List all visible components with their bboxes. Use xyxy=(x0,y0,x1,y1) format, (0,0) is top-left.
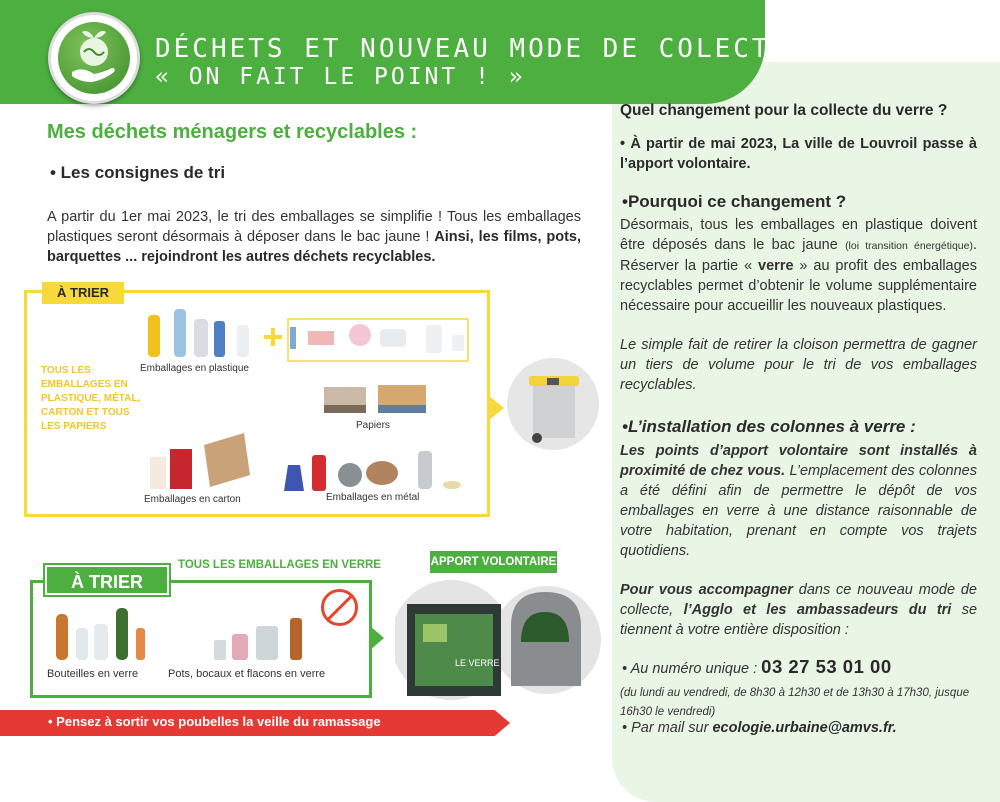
label-plastique: Emballages en plastique xyxy=(140,363,249,374)
accompagner-bold: Pour vous accompagner xyxy=(620,582,793,598)
label-papiers: Papiers xyxy=(356,420,390,431)
cloison-paragraph: Le simple fait de retirer la cloison permettra de gagner un tiers de volume pour le tri de vos emballages recyclables. xyxy=(620,337,977,393)
verre-heading: TOUS LES EMBALLAGES EN VERRE xyxy=(178,559,381,571)
agglo-bold: l’Agglo et les ambassadeurs du tri xyxy=(683,602,952,618)
label-carton: Emballages en carton xyxy=(144,494,241,505)
installation-bold: Les points d’apport volontaire sont installés à proximité de chez vous. xyxy=(620,443,977,479)
accompagner-end: se tiennent à votre entière disposition : xyxy=(620,602,978,638)
section-heading: Mes déchets ménagers et recyclables : xyxy=(47,121,418,143)
verre-word: verre xyxy=(758,258,794,274)
a-trier-tag: À TRIER xyxy=(42,282,124,304)
pourquoi-text-b: . Réserver la partie « xyxy=(620,237,977,274)
opening-hours: (du lundi au vendredi, de 8h30 à 12h30 et de 13h30 à 17h30, jusque 16h30 le vendredi) xyxy=(620,687,970,718)
reminder-text: • Pensez à sortir vos poubelles la veille du ramassage xyxy=(48,714,381,729)
arrow-right-icon xyxy=(370,626,384,650)
mail-prefix: • Par mail sur xyxy=(622,720,713,736)
accompagner-text: dans ce nouveau mode de collecte, xyxy=(620,582,977,618)
mail-line xyxy=(622,720,897,736)
arrow-right-icon xyxy=(488,395,504,421)
intro-text: A partir du 1er mai 2023, le tri des emballages se simplifie ! Tous les emballages plastiques seront désormais à déposer dans le bac jaune ! xyxy=(47,209,581,245)
pourquoi-text-c: » au profit des emballages recyclables permet d’obtenir le volume supplémentaire nécessaire pour accueillir les nouveaux plastiques. xyxy=(620,258,977,314)
page-subtitle: « ON FAIT LE POINT ! » xyxy=(155,64,526,90)
verre-answer: • À partir de mai 2023, La ville de Louvroil passe à l’apport volontaire. xyxy=(620,136,977,172)
intro-paragraph xyxy=(47,207,581,267)
installation-heading: •L’installation des colonnes à verre : xyxy=(622,417,916,436)
a-trier-verre-tag: À TRIER xyxy=(45,565,169,595)
accompagner-paragraph xyxy=(620,580,977,640)
label-bouteilles: Bouteilles en verre xyxy=(47,668,139,680)
loi-note: (loi transition énergétique) xyxy=(845,240,973,252)
recyclables-side-text: TOUS LES EMBALLAGES EN PLASTIQUE, MÉTAL, CARTON ET TOUS LES PAPIERS xyxy=(41,365,141,432)
recyclables-illustration xyxy=(140,305,480,495)
pourquoi-text-a: Désormais, tous les emballages en plastique doivent être déposés dans le bac jaune xyxy=(620,217,977,253)
installation-text: L’emplacement des colonnes a été défini afin de permettre le dépôt de vos emballages en verre à une distance raisonnable de votre habitation, prenant en compte vos trajets quotidiens. xyxy=(620,463,977,559)
phone-prefix: • Au numéro unique : xyxy=(622,661,762,677)
eco-hand-globe-icon xyxy=(58,22,130,94)
column-verre-text: LE VERRE xyxy=(455,658,500,668)
verre-question: Quel changement pour la collecte du verre ? xyxy=(620,102,948,119)
eco-logo xyxy=(48,12,140,104)
consignes-heading: • Les consignes de tri xyxy=(50,163,226,182)
pourquoi-heading: •Pourquoi ce changement ? xyxy=(622,192,847,211)
page-title: DÉCHETS ET NOUVEAU MODE DE COLECTE : xyxy=(155,34,827,64)
installation-paragraph xyxy=(620,441,977,561)
yellow-bin-icon xyxy=(507,358,599,456)
pourquoi-paragraph xyxy=(620,215,977,316)
intro-bold-text: Ainsi, les films, pots, barquettes ... rejoindront les autres déchets recyclables. xyxy=(47,229,581,265)
mail-link[interactable]: ecologie.urbaine@amvs.fr. xyxy=(712,720,897,736)
label-metal: Emballages en métal xyxy=(326,492,420,503)
glass-columns-illustration xyxy=(395,576,605,706)
glass-illustration xyxy=(50,604,350,662)
phone-line xyxy=(622,656,892,678)
label-pots: Pots, bocaux et flacons en verre xyxy=(168,668,326,680)
apport-volontaire-tag: APPORT VOLONTAIRE xyxy=(430,551,557,573)
phone-number[interactable]: 03 27 53 01 00 xyxy=(761,656,892,677)
